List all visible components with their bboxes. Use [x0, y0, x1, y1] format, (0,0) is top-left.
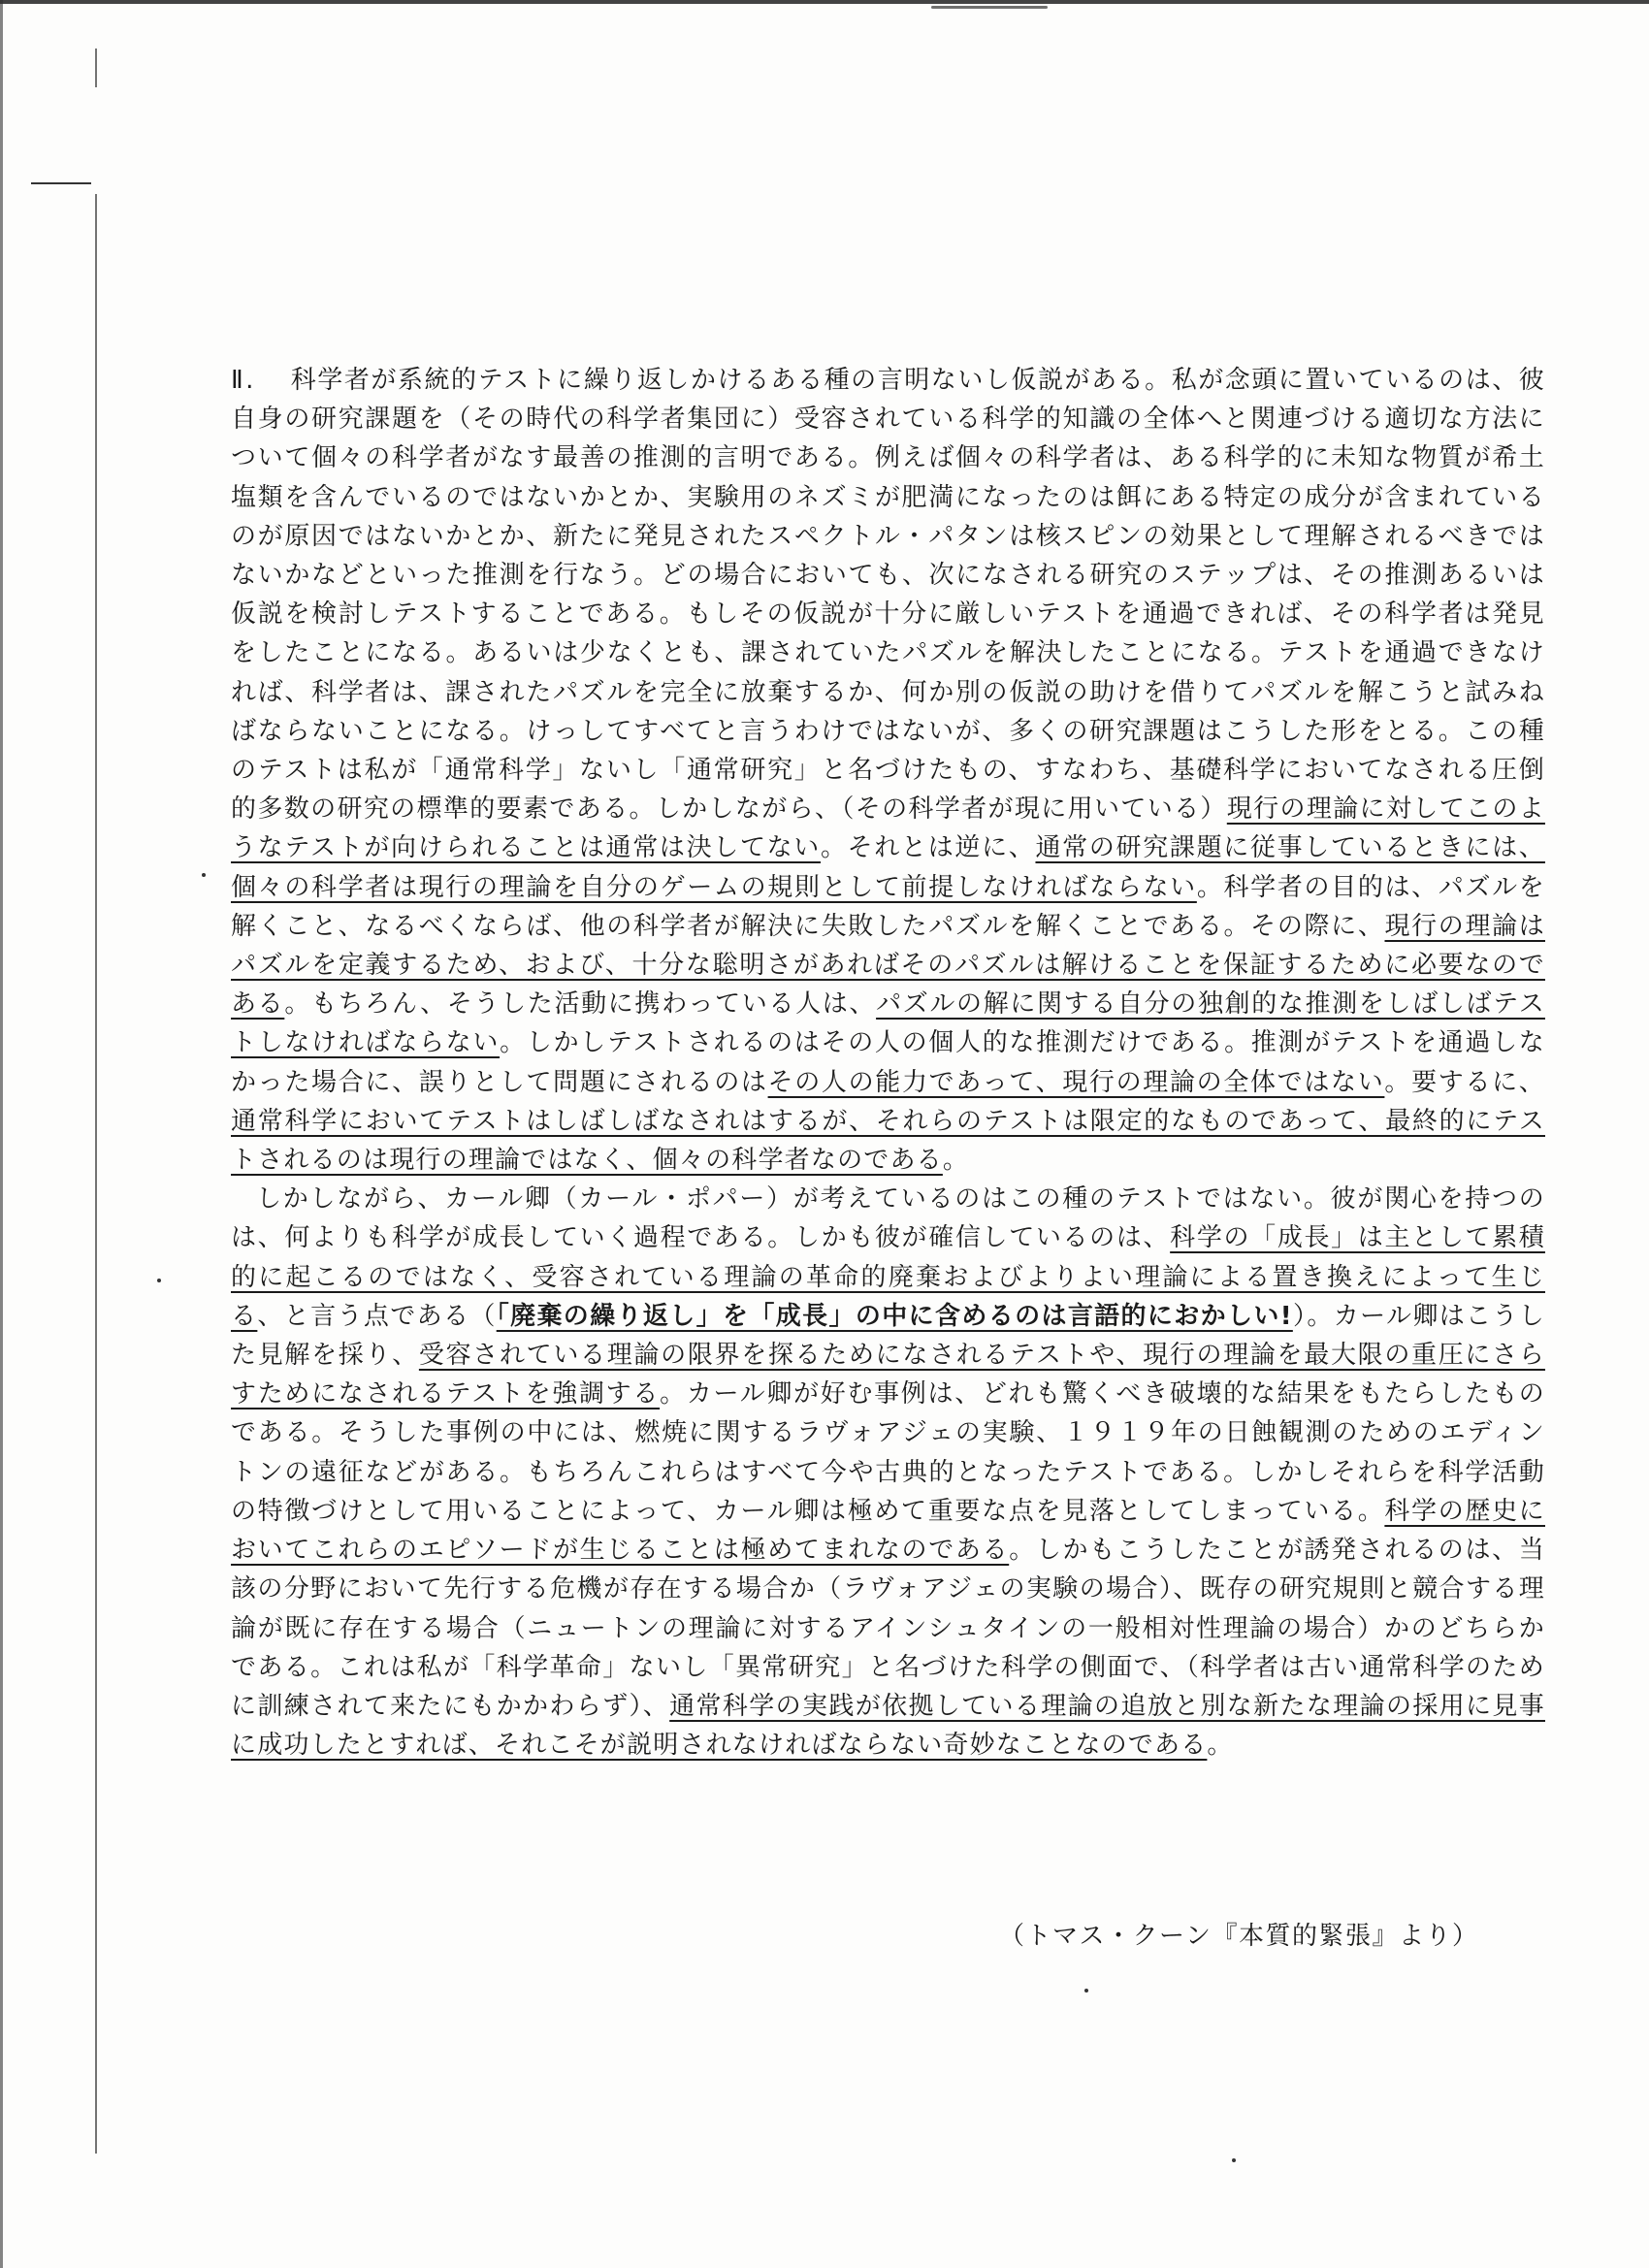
- scan-speck: [1232, 2158, 1236, 2162]
- paragraph-1: [231, 361, 1545, 1180]
- underlined-text: 通常科学においてテストはしばしばなされはするが、それらのテストは限定的なものであって、最終的にテストされるのは現行の理論ではなく、個々の科学者なのである: [231, 1106, 1545, 1176]
- text-run: 。カール卿が好む事例は、どれも驚くべき破壊的な結果をもたらしたものである。そうした事例の中には、燃焼に関するラヴォアジェの実験、１９１９年の日蝕観測のためのエディントンの遠征などがある。もちろんこれらはすべて今や古典的となったテストである。しかしそれらを科学活動の特徴づけとして用いることによって、カール卿は極めて重要な点を見落としてしまっている。: [231, 1379, 1545, 1526]
- scan-left-mark: [31, 182, 91, 184]
- underlined-text: 科学の「成長」は主として累積的に起こるのではなく、受容されている理論の革命的廃棄およびよりよい理論による置き換えによって生じる: [231, 1223, 1545, 1331]
- text-run: 。しかしテストされるのはその人の個人的な推測だけである。推測がテストを通過しなかった場合に、誤りとして問題にされるのは: [231, 1028, 1545, 1097]
- text-run: 。しかもこうしたことが誘発されるのは、当該の分野において先行する危機が存在する場合か（ラヴォアジェの実験の場合）、既存の研究規則と競合する理論が既に存在する場合（ニュートンの理論に対するアインシュタインの一般相対性理論の場合）かのどちらかである。これは私が「科学革命」ないし「異常研究」と名づけた科学の側面で、（科学者は古い通常科学のために訓練されて来たにもかかわらず）、: [231, 1536, 1545, 1721]
- underlined-text: 受容されている理論の限界を探るためになされるテストや、現行の理論を最大限の重圧にさらすためになされるテストを強調する: [231, 1341, 1546, 1409]
- underlined-text: 現行の理論はパズルを定義するため、および、十分な聡明さがあればそのパズルは解けることを保証するために必要なのである: [231, 911, 1545, 1020]
- source-citation: （トマス・クーン『本質的緊張』より）: [999, 1922, 1479, 1951]
- underlined-text: パズルの解に関する自分の独創的な推測をしばしばテストしなければならない: [231, 989, 1545, 1058]
- underlined-text: その人の能力であって、現行の理論の全体ではない: [767, 1067, 1385, 1097]
- paragraph-2: [231, 1180, 1545, 1765]
- scan-left-line: [95, 49, 97, 87]
- scan-speck: [1084, 1989, 1088, 1993]
- underlined-text: 通常科学の実践が依拠している理論の追放と別な新たな理論の採用に見事に成功したとすれば、それこそが説明されなければならない奇妙なことなのである: [231, 1691, 1545, 1761]
- text-run: 。それとは逆に、: [821, 833, 1036, 863]
- text-run: 。もちろん、そうした活動に携わっている人は、: [284, 989, 877, 1020]
- text-run: 、と言う点である（: [257, 1301, 497, 1331]
- text-run: 。科学者の目的は、パズルを解くこと、なるべくならば、他の科学者が解決に失敗したパズルを解くことである。その際に、: [231, 872, 1545, 941]
- scan-top-edge: [0, 0, 1649, 4]
- scan-smudge: [931, 6, 1048, 9]
- text-run: 。: [942, 1146, 970, 1176]
- bold-underlined-text: 「廃棄の繰り返し」を「成長」の中に含めるのは言語的におかしい!: [496, 1301, 1293, 1331]
- scan-left-line: [95, 194, 97, 2154]
- text-run: 科学者が系統的テストに繰り返しかけるある種の言明ないし仮説がある。私が念頭に置いているのは、彼自身の研究課題を（その時代の科学者集団に）受容されている科学的知識の全体へと関連づける適切な方法について個々の科学者がなす最善の推測的言明である。例えば個々の科学者は、ある科学的に未知な物質が希土塩類を含んでいるのではないかとか、実験用のネズミが肥満になったのは餌にある特定の成分が含まれているのが原因ではないかとか、新たに発見されたスペクトル・パタンは核スピンの効果として理解されるべきではないかなどといった推測を行なう。どの場合においても、次になされる研究のステップは、その推測あるいは仮説を検討しテストすることである。もしその仮説が十分に厳しいテストを通過できれば、その科学者は発見をしたことになる。あるいは少なくとも、課されていたパズルを解決したことになる。テストを通過できなければ、科学者は、課されたパズルを完全に放棄するか、何か別の仮説の助けを借りてパズルを解こうと試みねばならないことになる。けっしてすべてと言うわけではないが、多くの研究課題はこうした形をとる。この種のテストは私が「通常科学」ないし「通常研究」と名づけたもの、すなわち、基礎科学においてなされる圧倒的多数の研究の標準的要素である。しかしながら、（その科学者が現に用いている）: [231, 366, 1546, 825]
- underlined-text: 通常の研究課題に従事しているときには、個々の科学者は現行の理論を自分のゲームの規則として前提しなければならない: [231, 833, 1545, 902]
- scan-speck: [202, 873, 206, 877]
- scan-left-edge: [0, 0, 3, 2268]
- document-body: [231, 361, 1545, 1765]
- underlined-text: 科学の歴史においてこれらのエピソードが生じることは極めてまれなのである: [231, 1496, 1545, 1566]
- scan-speck: [157, 1279, 161, 1282]
- text-run: しかしながら、カール卿（カール・ポパー）が考えているのはこの種のテストではない。彼が関心を持つのは、何よりも科学が成長していく過程である。しかも彼が確信しているのは、: [231, 1184, 1545, 1253]
- text-run: 。: [1207, 1731, 1234, 1761]
- text-run: 。要するに、: [1384, 1067, 1545, 1097]
- text-run: ）。カール卿はこうした見解を採り、: [231, 1301, 1545, 1371]
- underlined-text: 現行の理論に対してこのようなテストが向けられることは通常は決してない: [231, 794, 1545, 863]
- section-number: Ⅱ.: [231, 366, 256, 395]
